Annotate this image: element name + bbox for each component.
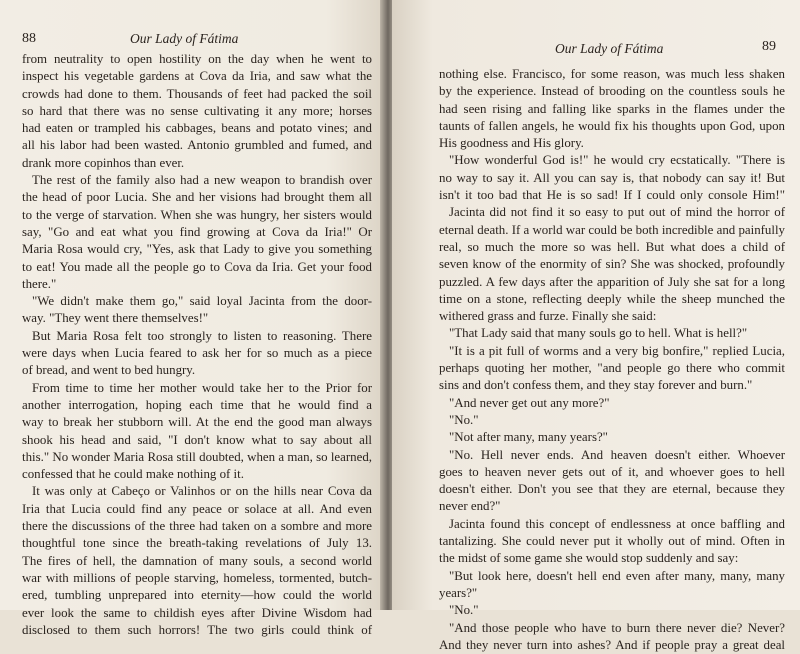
text-line: "No. Hell never ends. And heaven doesn't either. Whoever [449,447,785,462]
page-body [22,51,372,639]
text-line: inspect his vegetable gardens at Cova da Iria, and saw what the [22,69,372,84]
text-line: years?" [439,585,478,600]
text-line: way to break her stubborn will. At the end the good man always [22,415,372,430]
text-line: doesn't either. Don't you see that they are eternal, because they [439,482,785,497]
text-line: And they never turn into ashes? And if people pray a great deal [439,637,785,652]
text-line: the midst of some game she would stop suddenly and say: [439,551,739,566]
text-line: "We didn't make them go," said loyal Jacinta from the door- [32,294,372,309]
text-line: Jacinta did not find it so easy to put out of mind the horror of [449,205,785,220]
right-page [392,0,800,652]
left-page [0,0,384,637]
text-line: disclosed to them such horrors! The two girls could think of [22,622,372,637]
text-line: were days when Lucia feared to ask her for so much as a piece [22,346,372,361]
text-line: The rest of the family also had a new weapon to brandish over [32,173,372,188]
page-number: 88 [22,31,36,46]
text-line: all his labor had been wasted. Antonio grumbled and fumed, and [22,138,372,153]
text-line: "It is a pit full of worms and a very big bonfire," replied Lucia, [449,343,785,358]
text-line: this." No wonder Maria Rosa still doubted, when a man, so learned, [22,449,372,464]
text-line: withered grass and furze. Finally she said: [439,309,657,324]
text-line: nothing else. Francisco, for some reason, was much less shaken [439,67,785,81]
text-line: war with millions of people starving, homeless, tormented, butch- [22,570,372,585]
text-line: had seen rising and falling like sparks in the flames under the [439,101,785,116]
text-line: had eaten or trampled his cabbages, beans and potato vines; and [22,121,372,136]
text-line: ered, tumbling unprepared into eternity—how could the world [22,588,372,603]
text-line: seven know of the enormity of sin? She was shocked, profoundly [439,257,785,272]
text-line: time on a stone, reflecting deeply while the sheep munched the [439,291,785,306]
text-line: Iria that Lucia could find any peace or solace at all. And even [22,501,372,516]
text-line: "And never get out any more?" [449,395,610,410]
text-line: sins and don't confess them, and they stay forever and burn." [439,378,753,393]
text-line: ever look the same to childish eyes after Divine Wisdom had [22,605,372,620]
text-line: But Maria Rosa felt too strongly to listen to reasoning. There [32,328,372,343]
text-line: there the discussions of the three had taken on a sombre and more [22,519,372,534]
text-line: crowds had done to them. Thousands of feet had packed the soil [22,86,372,101]
text-line: "And those people who have to burn there never die? Never? [449,620,785,635]
text-line: Maria Rosa would cry, "Yes, ask that Lady to give you something [22,242,372,257]
page-number: 89 [762,39,776,54]
text-line: so hard that there was no sense cultivating it any more; horses [22,103,372,118]
text-line: tantalizing. She could never put it wholly out of mind. Often in [439,534,785,549]
text-line: say, "Go and eat what you find growing at Cova da Iria!" Or [22,224,372,239]
text-line: "How wonderful God is!" he would cry ecstatically. "There is [449,153,785,168]
text-line: way. "They went there themselves!" [22,311,209,326]
text-line: goes to heaven never gets out of it, and whoever goes to hell [439,464,785,479]
text-line: another interrogation, hoping each time that he would find a [22,397,372,412]
text-line: real, so much the more so was hell. But what does a child of [439,239,785,254]
text-line: shook his head and said, "I don't know what to say about all [22,432,372,447]
page-body [439,66,785,654]
running-head: Our Lady of Fátima [130,31,239,46]
text-line: drank more copinhos than ever. [22,155,185,170]
text-line: eternal death. If a world war could be both incredible and painfully [439,222,785,237]
text-line: "No." [449,412,479,427]
text-line: to the verge of starvation. When she was hungry, her sisters would [22,207,372,222]
text-line: the head of poor Lucia. She and her visions had brought them all [22,190,372,205]
text-line: thoughtful tone since the breath-taking revelations of July 13. [22,536,372,551]
text-line: puzzled. A few days after the apparition of July she sat for a long [439,274,785,289]
running-head: Our Lady of Fátima [555,41,664,56]
text-line: From time to time her mother would take her to the Prior for [32,380,372,395]
text-line: "No." [449,603,479,618]
text-line: taunts of fallen angels, he would fix his thoughts upon God, upon [439,118,785,133]
text-line: there." [22,276,57,291]
text-line: "That Lady said that many souls go to hell. What is hell?" [449,326,748,341]
text-line: from neutrality to open hostility on the day when he went to [22,52,372,66]
text-line: "But look here, doesn't hell end even after many, many, many [449,568,785,583]
text-line: His goodness and His glory. [439,136,584,151]
text-line: Jacinta found this concept of endlessness at once baffling and [449,516,785,531]
text-line: The fires of hell, the damnation of many souls, a second world [22,553,372,568]
text-line: never end?" [439,499,501,514]
text-line: perhaps quoting her mother, "and people go there who commit [439,361,785,376]
text-line: by the experience. Instead of brooding on the countless souls he [439,84,785,99]
text-line: no way to say it. All you can say is, that nobody can say it! But [439,170,785,185]
text-line: of bread, and went to bed hungry. [22,363,196,378]
text-line: confessed that he could make nothing of it. [22,467,244,482]
text-line: "Not after many, many years?" [449,430,608,445]
text-line: isn't it too bad that He is so sad! If I could only console Him!" [439,188,785,203]
text-line: to eat! You made all the people go to Cova da Iria. Get your food [22,259,372,274]
text-line: It was only at Cabeço or Valinhos or on the hills near Cova da [32,484,372,499]
